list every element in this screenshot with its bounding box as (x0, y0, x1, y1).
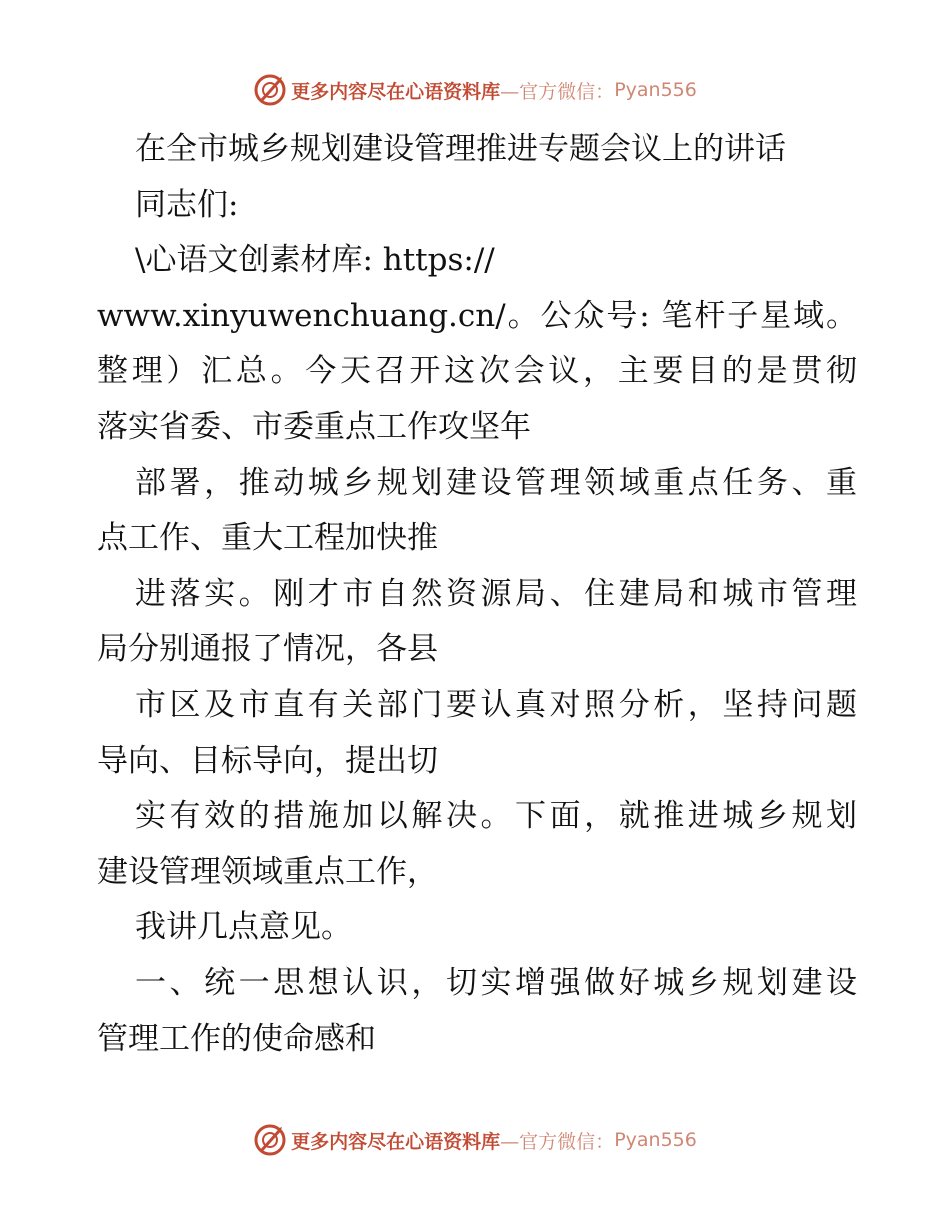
document-text-line: 局分别通报了情况，各县 (97, 631, 438, 668)
document-title: 在全市城乡规划建设管理推进专题会议上的讲话 (135, 131, 786, 167)
document-text-line: 部署，推动城乡规划建设管理领域重点任务、重 (135, 464, 857, 501)
watermark-contact-label: —官方微信： (500, 1130, 615, 1153)
document-text-line: 进落实。刚才市自然资源局、住建局和城市管理 (135, 575, 857, 612)
watermark-contact-label: —官方微信： (500, 80, 615, 103)
document-text-line: 落实省委、市委重点工作攻坚年 (97, 408, 531, 445)
document-text-line: \心语文创素材库: https:// (135, 242, 495, 279)
document-text-line: 市区及市直有关部门要认真对照分析，坚持问题 (135, 686, 857, 723)
watermark-slogan: 更多内容尽在心语资料库 (291, 1130, 501, 1153)
document-text-line: 我讲几点意见。 (135, 909, 352, 946)
document-text-line: 一、统一思想认识，切实增强做好城乡规划建设 (135, 964, 857, 1001)
document-text-line: 建设管理领域重点工作， (97, 853, 438, 890)
watermark-banner-top (0, 70, 950, 110)
document-text-line: 管理工作的使命感和 (97, 1020, 376, 1057)
document-text-line: 导向、目标导向，提出切 (97, 742, 438, 779)
document-text-line: 整理）汇总。今天召开这次会议，主要目的是贯彻 (97, 353, 857, 390)
watermark-slogan: 更多内容尽在心语资料库 (291, 80, 501, 103)
document-text-line: www.xinyuwenchuang.cn/。公众号: 笔杆子星域。 (97, 297, 857, 334)
seal-logo-icon (253, 73, 287, 107)
document-body (97, 122, 857, 1067)
document-text-lines (97, 233, 857, 1067)
document-text-line: 点工作、重大工程加快推 (97, 520, 438, 557)
document-text-line: 实有效的措施加以解决。下面，就推进城乡规划 (135, 798, 857, 835)
watermark-contact-id: Pyan556 (614, 79, 697, 101)
seal-logo-icon (253, 1123, 287, 1157)
watermark-contact-id: Pyan556 (614, 1129, 697, 1151)
document-salutation: 同志们: (135, 186, 239, 223)
watermark-banner-bottom (0, 1120, 950, 1160)
